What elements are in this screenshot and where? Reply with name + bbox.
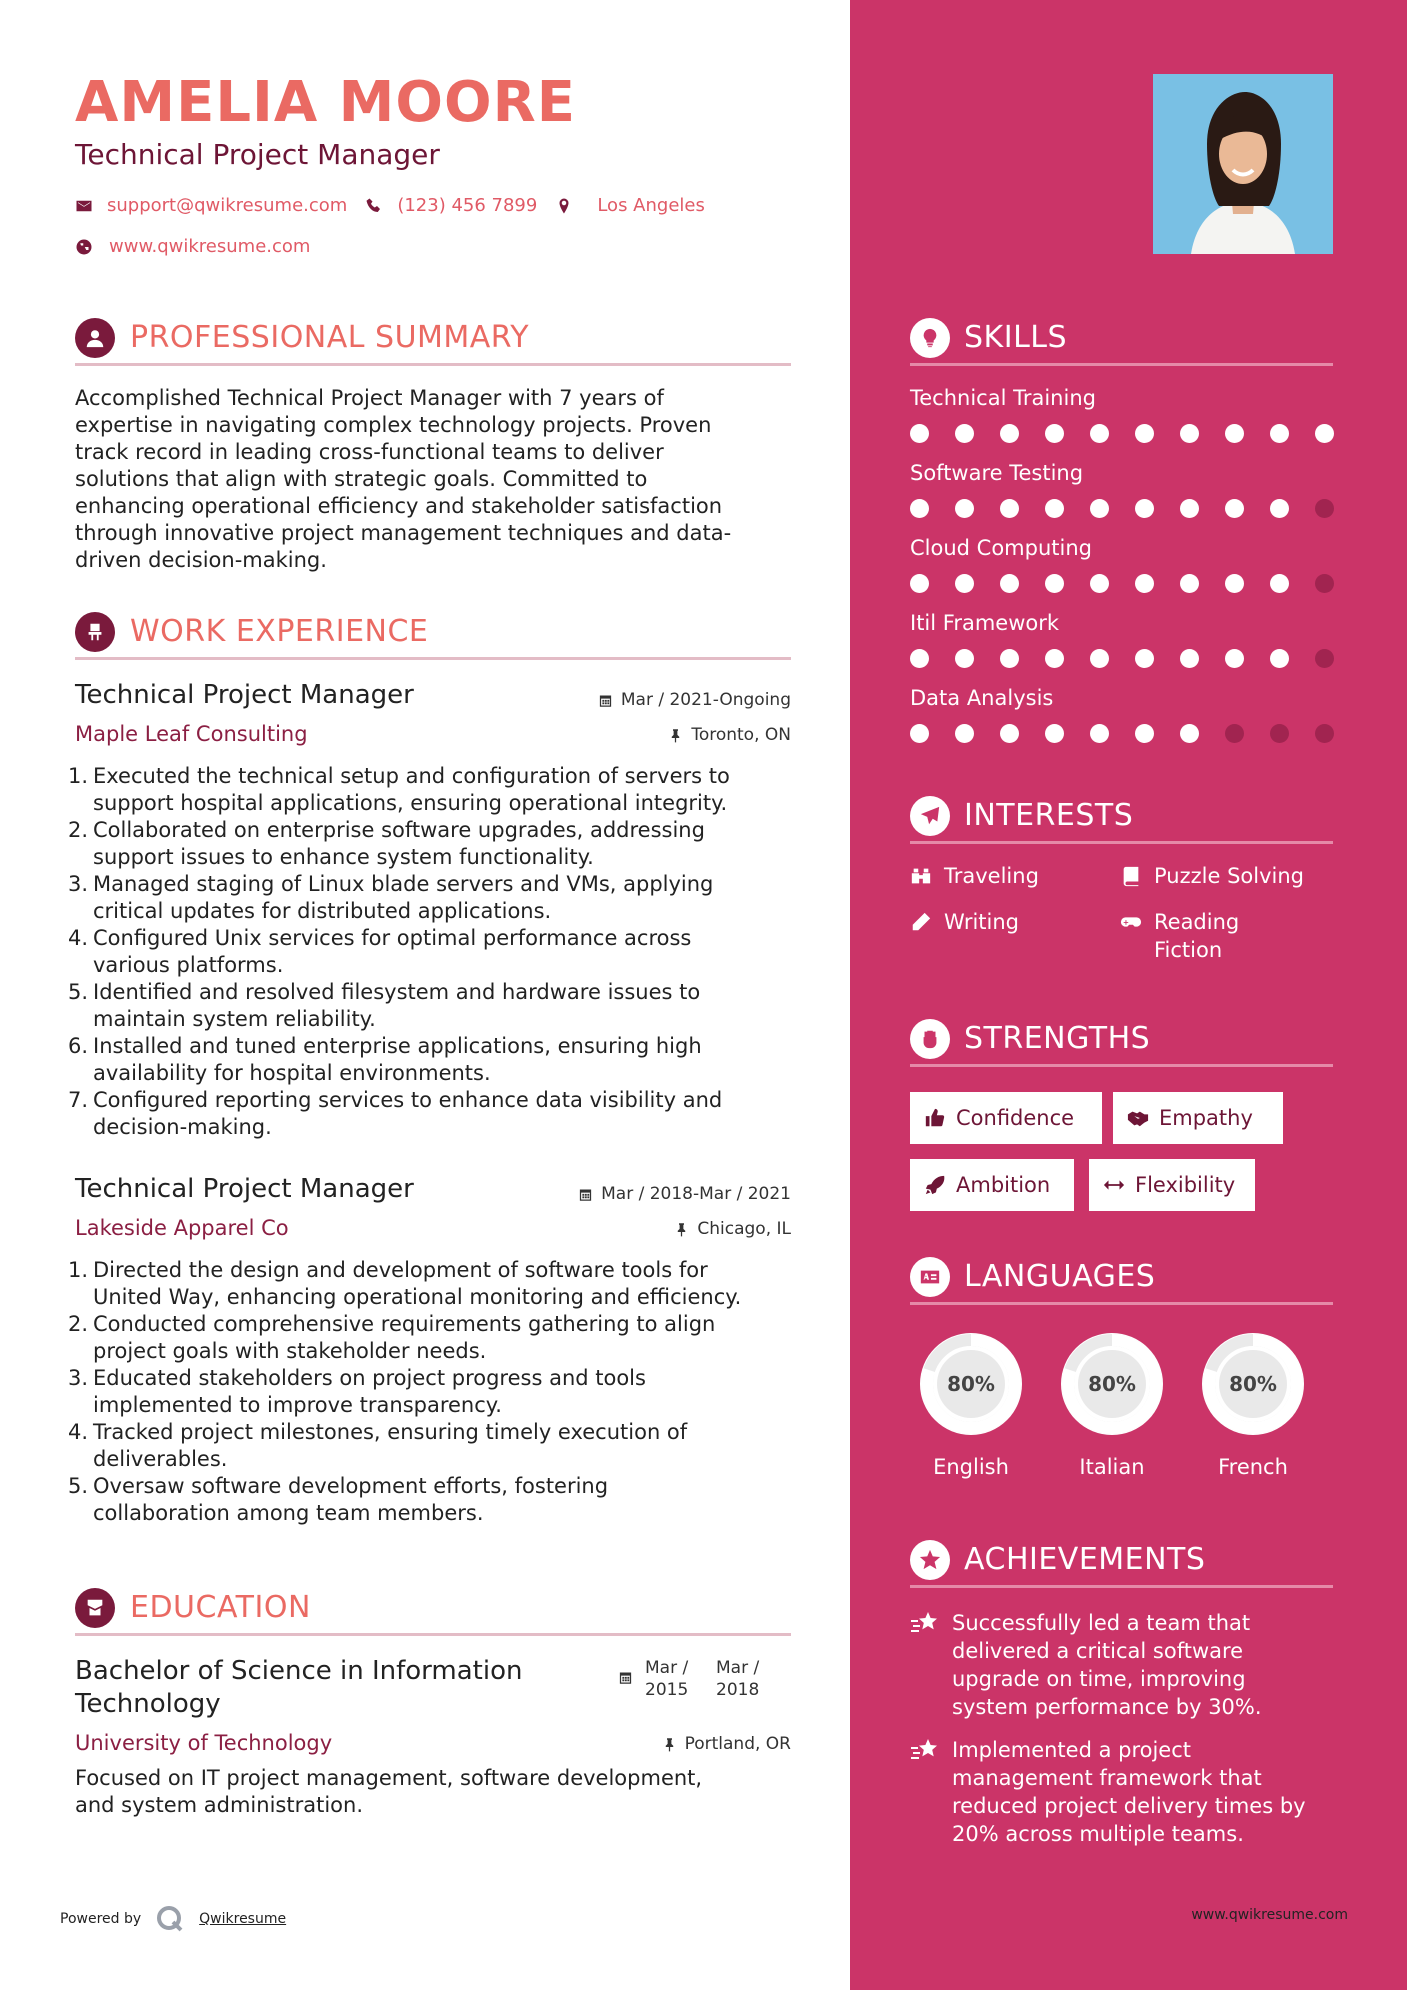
rating-dot-empty <box>1315 649 1334 668</box>
strength-chip: Flexibility <box>1089 1159 1255 1211</box>
candidate-title: Technical Project Manager <box>75 138 440 171</box>
language-name: French <box>1218 1455 1288 1479</box>
job-1-company: Maple Leaf Consulting <box>75 722 308 746</box>
list-item: 3. Managed staging of Linux blade servers and VMs, applying critical updates for distributed applications. <box>68 872 714 923</box>
skill-rating <box>910 499 1340 519</box>
achievement-item: Successfully led a team that delivered a critical software upgrade on time, improving system performance by 30%. <box>910 1609 1340 1721</box>
email-link[interactable]: support@qwikresume.com <box>107 195 348 216</box>
language-progress-ring <box>910 1323 1032 1445</box>
job-2-duties <box>68 1257 798 1527</box>
rating-dot-filled <box>1135 424 1154 443</box>
strength-chip: Empathy <box>1113 1092 1283 1144</box>
calendar-icon <box>598 693 613 708</box>
job-2-title: Technical Project Manager <box>75 1174 414 1204</box>
rating-dot-filled <box>910 424 929 443</box>
rating-dot-filled <box>1000 649 1019 668</box>
candidate-name: AMELIA MOORE <box>75 70 576 135</box>
profile-photo <box>1153 74 1333 254</box>
rating-dot-filled <box>1045 424 1064 443</box>
rating-dot-empty <box>1315 499 1334 518</box>
svg-text:80%: 80% <box>1229 1372 1277 1396</box>
contact-row <box>75 195 705 216</box>
language-name: Italian <box>1079 1455 1145 1479</box>
graduation-icon <box>84 1597 106 1619</box>
interests-heading <box>910 792 1333 844</box>
strengths-heading <box>910 1015 1333 1067</box>
shooting-star-icon <box>910 1738 940 1764</box>
strengths-title: STRENGTHS <box>964 1021 1151 1056</box>
job-1-location: Toronto, ON <box>668 725 791 745</box>
language-item <box>1192 1323 1314 1479</box>
skill-name: Cloud Computing <box>910 536 1092 560</box>
rating-dot-filled <box>1270 499 1289 518</box>
strength-chip: Confidence <box>910 1092 1102 1144</box>
skill-rating <box>910 649 1340 669</box>
list-item: 1. Directed the design and development of software tools for United Way, enhancing operational monitoring and efficiency. <box>68 1258 742 1309</box>
rating-dot-filled <box>1180 649 1199 668</box>
experience-heading <box>75 608 791 660</box>
rating-dot-filled <box>910 499 929 518</box>
skill-rating <box>910 424 1340 444</box>
list-item: 2. Collaborated on enterprise software upgrades, addressing support issues to enhance system functionality. <box>68 818 705 869</box>
rating-dot-filled <box>1270 649 1289 668</box>
rating-dot-filled <box>1135 724 1154 743</box>
rating-dot-filled <box>1135 574 1154 593</box>
rating-dot-filled <box>1135 499 1154 518</box>
language-item <box>910 1323 1032 1479</box>
paper-plane-icon <box>919 805 941 827</box>
rating-dot-filled <box>1000 424 1019 443</box>
svg-text:80%: 80% <box>947 1372 995 1396</box>
languages-title: LANGUAGES <box>964 1259 1156 1294</box>
portrait-image <box>1153 74 1333 254</box>
list-item: 5. Oversaw software development efforts, fostering collaboration among team members. <box>68 1474 609 1525</box>
skill-name: Itil Framework <box>910 611 1060 635</box>
list-item: 2. Conducted comprehensive requirements gathering to align project goals with stakeholder needs. <box>68 1312 716 1363</box>
pushpin-icon <box>668 728 683 743</box>
summary-text: Accomplished Technical Project Manager with 7 years of expertise in navigating complex technology projects. Proven track record in leading cross-functional teams to deliver solutions that align with strategic goals. Committed to enhancing operational efficiency and stakeholder satisfaction through innovative project management techniques and data- driven decision-making. <box>75 386 732 572</box>
rating-dot-filled <box>1225 499 1244 518</box>
website-row <box>75 236 310 257</box>
lightbulb-icon <box>919 327 941 349</box>
languages-heading <box>910 1253 1333 1305</box>
rating-dot-filled <box>1270 574 1289 593</box>
user-icon <box>84 327 106 349</box>
strength-chip: Ambition <box>910 1159 1074 1211</box>
achievements-title: ACHIEVEMENTS <box>964 1542 1206 1577</box>
rating-dot-filled <box>955 424 974 443</box>
rating-dot-filled <box>1225 649 1244 668</box>
job-1-duties <box>68 763 798 1141</box>
pencil-icon <box>910 911 932 933</box>
list-item: 1. Executed the technical setup and configuration of servers to support hospital applications, ensuring operational integrity. <box>68 764 730 815</box>
skill-name: Technical Training <box>910 386 1096 410</box>
star-badge-icon <box>919 1549 941 1571</box>
rating-dot-filled <box>1180 574 1199 593</box>
education-title: EDUCATION <box>130 1590 311 1625</box>
language-progress-ring <box>1192 1323 1314 1445</box>
rating-dot-filled <box>1225 424 1244 443</box>
rating-dot-empty <box>1270 724 1289 743</box>
rating-dot-filled <box>955 649 974 668</box>
rating-dot-filled <box>955 574 974 593</box>
job-1-dates: Mar / 2021-Ongoing <box>598 690 791 710</box>
rating-dot-filled <box>1090 574 1109 593</box>
binoculars-icon <box>910 865 932 887</box>
language-progress-ring <box>1051 1323 1173 1445</box>
education-start-date: Mar / 2015 <box>645 1658 689 1700</box>
rating-dot-filled <box>910 574 929 593</box>
language-card-icon <box>919 1266 941 1288</box>
rating-dot-filled <box>955 499 974 518</box>
rating-dot-filled <box>1180 424 1199 443</box>
list-item: 5. Identified and resolved filesystem and hardware issues to maintain system reliability. <box>68 980 701 1031</box>
list-item: 3. Educated stakeholders on project progress and tools implemented to improve transparency. <box>68 1366 646 1417</box>
pushpin-icon <box>662 1737 677 1752</box>
summary-heading <box>75 314 791 366</box>
rating-dot-filled <box>1000 499 1019 518</box>
rating-dot-filled <box>1315 424 1334 443</box>
job-2-company: Lakeside Apparel Co <box>75 1216 289 1240</box>
education-description: Focused on IT project management, software development, and system administration. <box>75 1766 703 1817</box>
gamepad-icon <box>1120 911 1142 933</box>
rating-dot-filled <box>910 724 929 743</box>
calendar-icon <box>578 1187 593 1202</box>
qwikresume-link[interactable]: Qwikresume <box>199 1911 287 1927</box>
rating-dot-filled <box>1180 724 1199 743</box>
rating-dot-filled <box>910 649 929 668</box>
sidebar <box>850 0 1407 1990</box>
qwikresume-logo-icon <box>155 1904 185 1934</box>
skill-name: Data Analysis <box>910 686 1054 710</box>
globe-icon <box>75 238 93 256</box>
interest-item: Reading Fiction <box>1120 908 1239 964</box>
rating-dot-filled <box>1225 574 1244 593</box>
skill-rating <box>910 724 1340 744</box>
website-link[interactable]: www.qwikresume.com <box>109 236 311 257</box>
rating-dot-filled <box>1045 724 1064 743</box>
rating-dot-filled <box>1090 424 1109 443</box>
interest-item: Traveling <box>910 862 1039 890</box>
achievements-heading <box>910 1536 1333 1588</box>
skill-rating <box>910 574 1340 594</box>
rating-dot-empty <box>1315 574 1334 593</box>
calendar-icon <box>618 1670 633 1685</box>
job-2-location: Chicago, IL <box>674 1219 791 1239</box>
language-name: English <box>933 1455 1009 1479</box>
list-item: 4. Tracked project milestones, ensuring timely execution of deliverables. <box>68 1420 688 1471</box>
education-end-date: Mar / 2018 <box>716 1658 760 1700</box>
rating-dot-filled <box>1135 649 1154 668</box>
phone-icon <box>365 197 383 215</box>
school-name: University of Technology <box>75 1731 333 1755</box>
summary-title: PROFESSIONAL SUMMARY <box>130 320 530 355</box>
svg-text:80%: 80% <box>1088 1372 1136 1396</box>
pushpin-icon <box>674 1222 689 1237</box>
language-item <box>1051 1323 1173 1479</box>
rating-dot-filled <box>1045 574 1064 593</box>
skills-title: SKILLS <box>964 320 1068 355</box>
powered-by: Powered by Qwikresume <box>60 1904 286 1934</box>
rating-dot-filled <box>1270 424 1289 443</box>
shooting-star-icon <box>910 1611 940 1637</box>
rating-dot-filled <box>1090 499 1109 518</box>
job-1-title: Technical Project Manager <box>75 680 414 710</box>
skill-name: Software Testing <box>910 461 1084 485</box>
rating-dot-filled <box>1045 649 1064 668</box>
rating-dot-filled <box>1000 724 1019 743</box>
envelope-icon <box>75 197 93 215</box>
fist-icon <box>919 1028 941 1050</box>
list-item: 7. Configured reporting services to enhance data visibility and decision-making. <box>68 1088 723 1139</box>
interest-item: Writing <box>910 908 1019 936</box>
footer-website[interactable]: www.qwikresume.com <box>1191 1907 1348 1923</box>
rating-dot-filled <box>1180 499 1199 518</box>
job-2-dates: Mar / 2018-Mar / 2021 <box>578 1184 791 1204</box>
experience-title: WORK EXPERIENCE <box>130 614 429 649</box>
education-heading <box>75 1584 791 1636</box>
rating-dot-filled <box>1090 724 1109 743</box>
phone-number: (123) 456 7899 <box>397 195 538 216</box>
skills-heading <box>910 314 1333 366</box>
education-location: Portland, OR <box>662 1734 791 1754</box>
interest-item: Puzzle Solving <box>1120 862 1304 890</box>
list-item: 4. Configured Unix services for optimal performance across various platforms. <box>68 926 692 977</box>
rating-dot-filled <box>955 724 974 743</box>
chair-icon <box>84 621 106 643</box>
degree-title: Bachelor of Science in Information Technology <box>75 1656 523 1719</box>
rating-dot-empty <box>1225 724 1244 743</box>
map-pin-icon <box>555 197 573 215</box>
arrows-horizontal-icon <box>1103 1174 1125 1196</box>
achievement-item: Implemented a project management framework that reduced project delivery times by 20% across multiple teams. <box>910 1736 1340 1848</box>
book-icon <box>1120 865 1142 887</box>
interests-title: INTERESTS <box>964 798 1134 833</box>
thumbs-up-icon <box>924 1107 946 1129</box>
handshake-icon <box>1127 1107 1149 1129</box>
rating-dot-empty <box>1315 724 1334 743</box>
location-text: Los Angeles <box>597 195 705 216</box>
rating-dot-filled <box>1045 499 1064 518</box>
rating-dot-filled <box>1090 649 1109 668</box>
rocket-icon <box>924 1174 946 1196</box>
list-item: 6. Installed and tuned enterprise applications, ensuring high availability for hospital environments. <box>68 1034 702 1085</box>
rating-dot-filled <box>1000 574 1019 593</box>
